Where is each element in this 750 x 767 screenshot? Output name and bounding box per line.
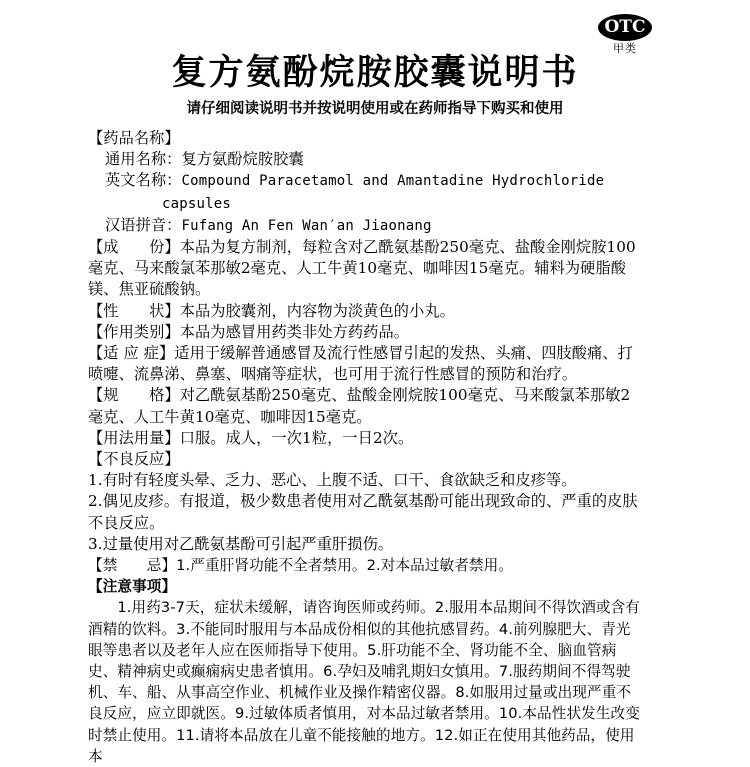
section-indications-label: 【适 应 症】 — [88, 344, 175, 363]
section-english-name — [88, 170, 644, 192]
section-appearance-label: 【性 状】 — [88, 301, 180, 320]
english-name-value-line1: Compound Paracetamol and Amantadine Hydrochloride — [181, 173, 605, 190]
section-contraindications — [88, 555, 644, 576]
section-contraindications-label: 【禁 忌】 — [88, 557, 177, 575]
section-category — [88, 322, 644, 343]
section-ingredients-text: 本品为复方制剂，每粒含对乙酰氨基酚250毫克、盐酸金刚烷胺100毫克、马来酸氯苯那敏2毫克、人工牛黄10毫克、咖啡因15毫克。辅料为硬脂酸镁、焦亚硫酸钠。 — [88, 238, 636, 299]
adverse-reaction-item: 1.有时有轻度头晕、乏力、恶心、上腹不适、口干、食欲缺乏和皮疹等。 — [88, 471, 577, 490]
package-insert-body — [88, 128, 644, 767]
otc-badge — [598, 14, 652, 55]
section-specification-text: 对乙酰氨基酚250毫克、盐酸金刚烷胺100毫克、马来酸氯苯那敏2毫克、人工牛黄10毫克、咖啡因15毫克。 — [88, 386, 631, 426]
section-adverse-reactions-label: 【不良反应】 — [88, 450, 180, 469]
section-dosage-label: 【用法用量】 — [88, 428, 180, 447]
section-dosage-text: 口服。成人，一次1粒，一日2次。 — [179, 428, 414, 447]
section-appearance — [88, 301, 644, 322]
section-specification-label: 【规 格】 — [88, 386, 180, 405]
section-drug-name-label: 【药品名称】 — [88, 129, 180, 147]
english-name-label: 英文名称： — [105, 171, 182, 190]
section-dosage — [88, 428, 644, 449]
adverse-reaction-item: 3.过量使用对乙酰氨基酚可引起严重肝损伤。 — [88, 534, 394, 553]
section-category-label: 【作用类别】 — [88, 322, 180, 341]
adverse-reaction-item: 2.偶见皮疹。有报道，极少数患者使用对乙酰氨基酚可能出现致命的、严重的皮肤不良反应。 — [88, 492, 638, 532]
section-indications — [88, 343, 644, 385]
pinyin-label: 汉语拼音： — [105, 215, 182, 234]
section-pinyin-name — [88, 215, 644, 237]
english-name-value-line2: capsules — [162, 195, 232, 212]
section-precautions-text: 1.用药3-7天，症状未缓解，请咨询医师或药师。2.服用本品期间不得饮酒或含有酒精的饮料。3.不能同时服用与本品成份相似的其他抗感冒药。4.前列腺肥大、青光眼等患者以及老年人应在医师指导下使用。5.肝功能不全、肾功能不全、脑血管病史、精神病史或癫痫病史患者慎用。6.孕妇及哺乳期妇女慎用。7.服药期间不得驾驶机、车、船、从事高空作业、机械作业及操作精密仪器。8.如服用过量或出现严重不良反应，应立即就医。9.过敏体质者慎用，对本品过敏者禁用。10.本品性状发生改变时禁止使用。11.请将本品放在儿童不能接触的地方。12.如正在使用其他药品，使用本 — [88, 599, 640, 765]
section-ingredients — [88, 237, 644, 301]
section-ingredients-label: 【成 份】 — [88, 238, 180, 257]
otc-class-label: 甲类 — [613, 42, 637, 55]
page-title: 复方氨酚烷胺胶囊说明书 — [171, 52, 579, 93]
section-precautions-label: 【注意事项】 — [88, 578, 177, 596]
section-indications-text: 适用于缓解普通感冒及流行性感冒引起的发热、头痛、四肢酸痛、打喷嚏、流鼻涕、鼻塞、咽痛等症状，也可用于流行性感冒的预防和治疗。 — [88, 344, 633, 384]
section-contraindications-text: 1.严重肝肾功能不全者禁用。2.对本品过敏者禁用。 — [176, 557, 513, 575]
generic-name-label: 通用名称： — [105, 150, 182, 169]
section-specification — [88, 385, 644, 427]
section-generic-name — [88, 149, 644, 170]
section-category-text: 本品为感冒用药类非处方药药品。 — [179, 322, 410, 341]
generic-name-value: 复方氨酚烷胺胶囊 — [181, 150, 304, 169]
pinyin-value: Fufang An Fen Wan′an Jiaonang — [181, 217, 432, 234]
otc-label: OTC — [598, 14, 652, 41]
section-appearance-text: 本品为胶囊剂，内容物为淡黄色的小丸。 — [179, 301, 455, 320]
page-subtitle: 请仔细阅读说明书并按说明使用或在药师指导下购买和使用 — [186, 101, 564, 117]
section-english-name-cont — [88, 193, 644, 215]
title-block — [0, 52, 750, 119]
